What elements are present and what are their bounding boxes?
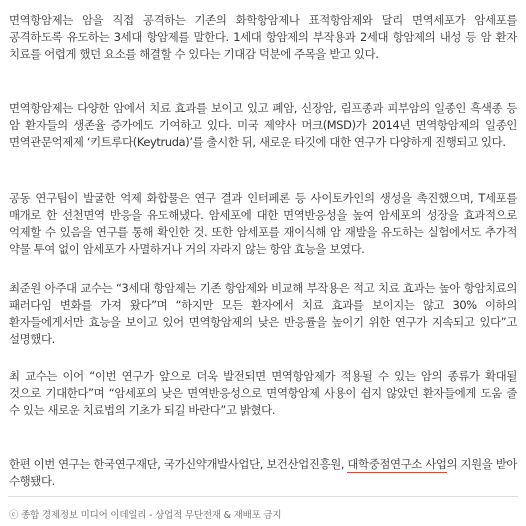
funding-text-before: 한편 이번 연구는 한국연구재단, 국가신약개발사업단, 보건산업진흥원, <box>9 457 348 471</box>
footer-divider <box>8 496 518 497</box>
copyright-notice: ⓒ 종합 경제정보 미디어 이데일리 - 상업적 무단전재 & 재배포 금지 <box>9 510 282 521</box>
highlighted-keyword-link[interactable]: 대학중점연구소 사업 <box>347 457 447 471</box>
funding-text-after: 의 지원을 받아 수행됐다. <box>9 457 518 488</box>
paragraph-immunotherapy-effects: 면역항암제는 다양한 암에서 치료 효과를 보이고 있고 폐암, 신장암, 림프종과 피부암의 일종인 흑색종 등 암 환자들의 생존율 증가에도 기여하고 있다. 미국 제약사 머크(MSD)가 2014년 면역항암제의 일종인 면역관문억제제 ‘키트루다(Keytruda)’를 출시한 뒤, 새로운 타깃에 대한 연구가 다양하게 진행되고 있다. <box>9 101 517 149</box>
paragraph-professor-quote-2: 최 교수는 이어 “이번 연구가 앞으로 더욱 발전되면 면역항암제가 적용될 수 있는 암의 종류가 확대될 것으로 기대한다”며 “암세포의 낮은 면역반응성으로 면역항암제 사용이 쉽지 않았던 환자들에게 도움 줄 수 있는 새로운 치료법의 기초가 되길 바란다”고 밝혔다. <box>9 369 517 417</box>
paragraph-research-results: 공동 연구팀이 발굴한 억제 화합물은 연구 결과 인터페론 등 사이토카인의 생성을 촉진했으며, T세포를 매개로 한 선천면역 반응을 유도해냈다. 암세포에 대한 면역반응성을 높여 암세포의 성장을 효과적으로 억제할 수 있음을 연구를 통해 확인한 것. 또한 암세포를 재이식해 암 재발을 유도하는 실험에서도 추가적 약물 투여 없이 암세포가 사멸하거나 거의 자라지 않는 항암 효능을 보였다. <box>9 191 517 256</box>
paragraph-professor-quote-1: 최준원 아주대 교수는 “3세대 항암제는 기존 항암제와 비교해 부작용은 적고 치료 효과는 높아 항암치료의 패러다임 변화를 가져 왔다”며 “하지만 모든 환자에서 치료 효과를 보이지는 않고 30% 이하의 환자들에게서만 효능을 보이고 있어 면역항암제의 낮은 반응률을 높이기 위한 연구가 지속되고 있다”고 설명했다. <box>9 281 517 346</box>
paragraph-intro: 면역항암제는 암을 직접 공격하는 기존의 화학항암제나 표적항암제와 달리 면역세포가 암세포를 공격하도록 유도하는 3세대 항암제를 말한다. 1세대 항암제의 부작용과 2세대 항암제의 내성 등 암 환자 치료를 어렵게 했던 요소를 해결할 수 있다는 기대감 덕분에 주목을 받고 있다. <box>9 13 517 61</box>
paragraph-funding <box>9 456 517 490</box>
